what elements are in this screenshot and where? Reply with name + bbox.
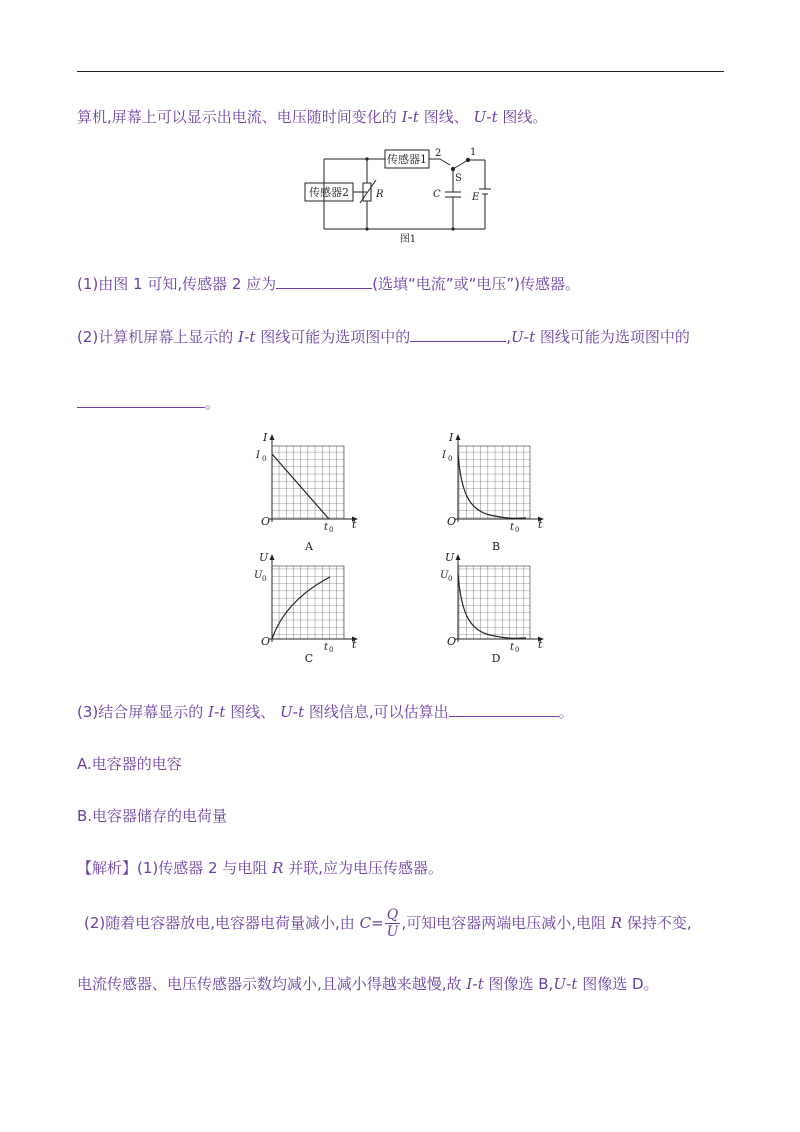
question-3 bbox=[77, 702, 574, 722]
q1-blank[interactable] bbox=[276, 274, 372, 289]
terminal-1-label: 1 bbox=[470, 147, 477, 158]
analysis-2b: ,可知电容器两端电压减小,电阻 bbox=[401, 914, 606, 932]
q2-t-2: t bbox=[529, 328, 536, 346]
q3-t: t bbox=[219, 703, 226, 721]
analysis-3-t: t bbox=[477, 975, 484, 993]
graph-d-x-axis: t bbox=[538, 638, 543, 651]
circuit-diagram bbox=[290, 145, 520, 245]
graph-b-origin: O bbox=[447, 515, 457, 528]
analysis-3a: 电流传感器、电压传感器示数均减小,且减小得越来越慢,故 bbox=[77, 975, 462, 993]
question-2-cont bbox=[77, 393, 220, 413]
terminal-2-label: 2 bbox=[435, 148, 442, 159]
intro-text: 算机,屏幕上可以显示出电流、电压随时间变化的 bbox=[77, 108, 397, 126]
q3-text: (3)结合屏幕显示的 bbox=[77, 703, 204, 721]
q-over-u-fraction bbox=[385, 907, 401, 940]
graph-a bbox=[255, 431, 358, 553]
fraction-numerator: Q bbox=[385, 907, 401, 924]
graph-a-x-axis: t bbox=[352, 518, 357, 531]
option-b: B.电容器储存的电荷量 bbox=[77, 807, 228, 825]
q3-dash-2: - bbox=[292, 703, 299, 721]
analysis-2-eq: = bbox=[371, 914, 384, 932]
graph-c-u0-sub: 0 bbox=[262, 575, 267, 583]
q2-t: t bbox=[249, 328, 256, 346]
graph-b-label: B bbox=[491, 540, 501, 553]
graph-a-t0: t bbox=[324, 522, 329, 533]
graph-d-label: D bbox=[491, 652, 501, 665]
analysis-3c: 图像选 D。 bbox=[582, 975, 659, 993]
analysis-2a: (2)随着电容器放电,电容器电荷量减小,由 bbox=[84, 914, 355, 932]
analysis-3-u: U bbox=[553, 975, 566, 993]
q2-text: (2)计算机屏幕上显示的 bbox=[77, 328, 234, 346]
q3-tail: 图线信息,可以估算出 bbox=[308, 703, 449, 721]
q2-blank-1[interactable] bbox=[410, 327, 506, 342]
q2-end: 。 bbox=[205, 394, 221, 412]
graph-d-t0-sub: 0 bbox=[515, 646, 520, 654]
analysis-line-3 bbox=[77, 974, 659, 994]
options-figure bbox=[250, 430, 560, 670]
graph-b-t0: t bbox=[510, 522, 515, 533]
graph-c-u0: U bbox=[254, 570, 263, 581]
graph-d-origin: O bbox=[447, 635, 457, 648]
intro-line bbox=[77, 107, 547, 127]
analysis-3-i: I bbox=[466, 975, 473, 993]
sensor1-label: 传感器1 bbox=[387, 153, 427, 166]
q2-dash: - bbox=[243, 328, 250, 346]
c-label: C bbox=[433, 189, 441, 200]
analysis-2-r: R bbox=[610, 914, 623, 932]
intro-dash2: - bbox=[486, 108, 492, 126]
analysis-line-2 bbox=[84, 907, 692, 940]
r-label: R bbox=[376, 189, 384, 200]
graph-d-y-axis: U bbox=[445, 551, 455, 564]
intro-i: I bbox=[401, 108, 408, 126]
analysis-1a: 【解析】(1)传感器 2 与电阻 bbox=[77, 859, 268, 877]
graph-a-i0: I bbox=[256, 450, 260, 461]
analysis-3b: 图像选 B, bbox=[488, 975, 554, 993]
intro-end: 图线。 bbox=[502, 108, 548, 126]
graph-b bbox=[441, 431, 544, 553]
graph-b-t0-sub: 0 bbox=[515, 526, 520, 534]
analysis-3-dash-2: - bbox=[565, 975, 572, 993]
graph-c-label: C bbox=[304, 652, 314, 665]
graph-d-t0: t bbox=[510, 642, 515, 653]
q2-dash-2: - bbox=[523, 328, 530, 346]
analysis-1-r: R bbox=[272, 859, 284, 877]
q2-blank-2[interactable] bbox=[77, 393, 205, 408]
q2-comma: , bbox=[506, 328, 511, 346]
q3-mid: 图线、 bbox=[230, 703, 276, 721]
q3-end: 。 bbox=[558, 703, 574, 721]
figure-caption: 图1 bbox=[399, 234, 417, 245]
graph-a-y-axis: I bbox=[263, 431, 268, 444]
analysis-3-dash: - bbox=[472, 975, 478, 993]
q2-tail: 图线可能为选项图中的 bbox=[539, 328, 690, 346]
q2-u: U bbox=[511, 328, 524, 346]
q3-t-2: t bbox=[298, 703, 305, 721]
header-rule bbox=[77, 71, 724, 72]
graph-c-t0: t bbox=[324, 642, 329, 653]
q2-mid: 图线可能为选项图中的 bbox=[260, 328, 411, 346]
question-2 bbox=[77, 327, 690, 347]
intro-t: t bbox=[412, 108, 419, 126]
graph-a-i0-sub: 0 bbox=[262, 455, 267, 463]
graph-b-i0: I bbox=[442, 450, 446, 461]
q2-i: I bbox=[238, 328, 244, 346]
q1-tail: (选填“电流”或“电压”)传感器。 bbox=[372, 275, 580, 293]
intro-mid: 图线、 bbox=[423, 108, 469, 126]
graph-a-t0-sub: 0 bbox=[329, 526, 334, 534]
analysis-line-1 bbox=[77, 858, 443, 878]
graph-d-u0-sub: 0 bbox=[448, 575, 453, 583]
analysis-2-c: C bbox=[359, 914, 372, 932]
graph-b-i0-sub: 0 bbox=[448, 455, 453, 463]
q3-blank[interactable] bbox=[449, 702, 559, 717]
sensor2-label: 传感器2 bbox=[309, 186, 349, 199]
q3-u: U bbox=[280, 703, 293, 721]
e-label: E bbox=[472, 192, 480, 203]
option-a: A.电容器的电容 bbox=[77, 755, 182, 773]
intro-u: U bbox=[473, 108, 487, 126]
fraction-denominator: U bbox=[386, 924, 399, 940]
graph-d-u0: U bbox=[440, 570, 449, 581]
graph-a-origin: O bbox=[261, 515, 271, 528]
analysis-3-t-2: t bbox=[571, 975, 578, 993]
q3-i: I bbox=[208, 703, 214, 721]
graph-c-x-axis: t bbox=[352, 638, 357, 651]
intro-dash: - bbox=[407, 108, 413, 126]
analysis-1b: 并联,应为电压传感器。 bbox=[288, 859, 443, 877]
graph-c-origin: O bbox=[261, 635, 271, 648]
q3-dash: - bbox=[213, 703, 220, 721]
graph-b-y-axis: I bbox=[449, 431, 454, 444]
question-1 bbox=[77, 274, 580, 294]
graph-d bbox=[440, 551, 544, 665]
graph-b-x-axis: t bbox=[538, 518, 543, 531]
graph-c-t0-sub: 0 bbox=[329, 646, 334, 654]
intro-t2: t bbox=[491, 108, 498, 126]
q1-text: (1)由图 1 可知,传感器 2 应为 bbox=[77, 275, 277, 293]
graph-c bbox=[254, 551, 358, 665]
graph-c-y-axis: U bbox=[259, 551, 269, 564]
graph-a-label: A bbox=[305, 540, 313, 553]
s-label: S bbox=[455, 173, 462, 184]
analysis-2c: 保持不变, bbox=[626, 914, 692, 932]
